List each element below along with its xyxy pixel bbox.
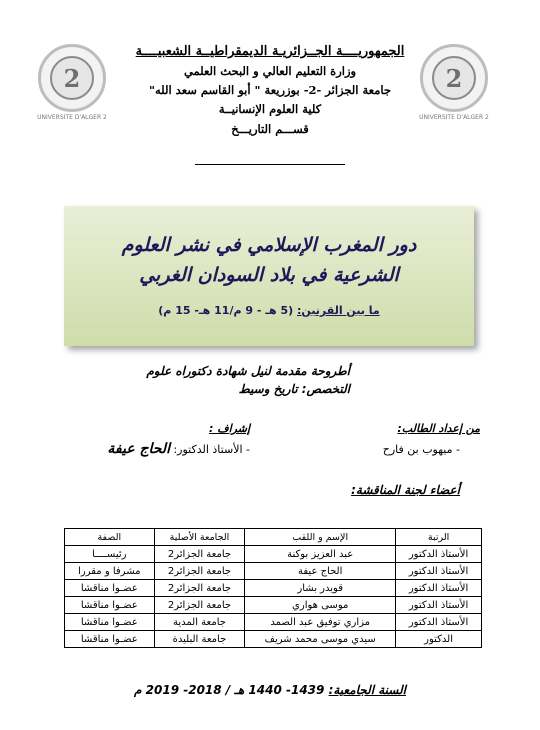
- university-logo-ring-text-left: UNIVERSITE D'ALGER 2: [37, 114, 107, 121]
- table-row: [65, 631, 482, 648]
- table-row: [65, 614, 482, 631]
- university-logo-ring-text-right: UNIVERSITE D'ALGER 2: [419, 114, 489, 121]
- member-name: قويدر بشار: [245, 580, 396, 597]
- committee-label: أعضاء لجنة المناقشة:: [351, 483, 460, 497]
- ministry-header: وزارة التعليم العالي و البحث العلمي: [183, 64, 357, 78]
- student-label: من إعداد الطالب:: [397, 422, 480, 435]
- supervisor-name: الحاج عيفة: [107, 441, 170, 457]
- supervisor-title: - الأستاذ الدكتور:: [173, 443, 250, 456]
- table-row: [65, 546, 482, 563]
- thesis-title-line2: الشرعية في بلاد السودان الغربي: [139, 264, 399, 286]
- member-name: عبد العزيز بوكنة: [245, 546, 396, 563]
- university-logo-mark-left: 2: [50, 56, 94, 100]
- member-name: موسى هواري: [245, 597, 396, 614]
- member-rank: الأستاذ الدكتور: [396, 597, 482, 614]
- member-university: جامعة الجزائر2: [154, 580, 245, 597]
- academic-year: [0, 683, 540, 697]
- header-divider: [195, 164, 345, 165]
- faculty-header: كلية العلوم الإنسانيــة: [218, 102, 322, 116]
- member-rank: الأستاذ الدكتور: [396, 563, 482, 580]
- committee-table-header: [65, 529, 482, 546]
- member-role: عضـوا مناقشا: [65, 614, 155, 631]
- member-role: عضـوا مناقشا: [65, 631, 155, 648]
- republic-header: الجمهوريــــة الجــزائريـة الديمقراطيــة الشعبيــــة: [135, 44, 405, 59]
- member-rank: الأستاذ الدكتور: [396, 614, 482, 631]
- academic-year-value: 1439- 1440 هـ / 2018- 2019 م: [134, 683, 325, 697]
- student-name: - ميهوب بن فارح: [382, 443, 460, 456]
- member-role: مشرفا و مقررا: [65, 563, 155, 580]
- member-rank: الأستاذ الدكتور: [396, 580, 482, 597]
- member-rank: الأستاذ الدكتور: [396, 546, 482, 563]
- member-name: مزاري توفيق عبد الصمد: [245, 614, 396, 631]
- thesis-title-box: [64, 206, 474, 346]
- member-role: رئيســــا: [65, 546, 155, 563]
- table-row: [65, 563, 482, 580]
- header-university: الجامعة الأصلية: [154, 529, 245, 546]
- university-logo-mark-right: 2: [432, 56, 476, 100]
- thesis-specialty: التخصص: تاريخ وسيط: [238, 382, 350, 396]
- member-university: جامعة الجزائر2: [154, 563, 245, 580]
- header-name: الإسم و اللقب: [245, 529, 396, 546]
- member-role: عضـوا مناقشا: [65, 597, 155, 614]
- member-university: جامعة الجزائر2: [154, 597, 245, 614]
- member-university: جامعة المدية: [154, 614, 245, 631]
- member-university: جامعة البليدة: [154, 631, 245, 648]
- member-role: عضـوا مناقشا: [65, 580, 155, 597]
- supervisor-line: [107, 441, 250, 457]
- committee-table: [64, 528, 482, 648]
- header-rank: الرتبة: [396, 529, 482, 546]
- header-role: الصفة: [65, 529, 155, 546]
- thesis-purpose: أطروحة مقدمة لنيل شهادة دكتوراه علوم: [146, 364, 350, 378]
- thesis-period-range: (5 هـ - 9 م/11 هـ- 15 م): [158, 304, 294, 317]
- member-name: سيدي موسى محمد شريف: [245, 631, 396, 648]
- thesis-period: [64, 304, 474, 317]
- department-header: قســـم التاريـــخ: [231, 122, 309, 136]
- academic-year-label: السنة الجامعية:: [328, 683, 406, 697]
- member-university: جامعة الجزائر2: [154, 546, 245, 563]
- member-name: الحاج عيفة: [245, 563, 396, 580]
- thesis-period-label: ما بين القرنين:: [297, 304, 380, 317]
- table-row: [65, 580, 482, 597]
- table-row: [65, 597, 482, 614]
- supervisor-label: إشراف :: [208, 422, 250, 435]
- member-rank: الدكتور: [396, 631, 482, 648]
- university-header: جامعة الجزائر -2- بوزريعة " أبو القاسم سعد الله": [149, 83, 391, 97]
- thesis-title-line1: دور المغرب الإسلامي في نشر العلوم: [121, 234, 417, 256]
